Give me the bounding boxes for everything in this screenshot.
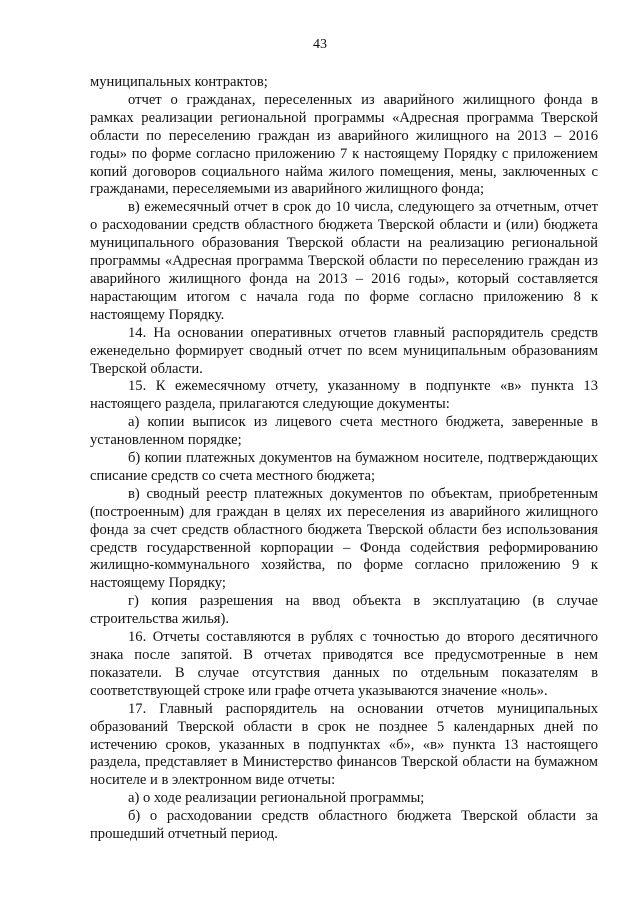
paragraph: г) копия разрешения на ввод объекта в эксплуатацию (в случае строительства жилья).: [90, 593, 598, 628]
paragraph: в) ежемесячный отчет в срок до 10 числа, следующего за отчетным, отчет о расходовании средств областного бюджета Тверской области и (или) бюджета муниципального образования Тверской области на реализацию региональной программы «Адресная программа Тверской области по переселению граждан из аварийного жилищного фонда на 2013 – 2016 годы», который составляется нарастающим итогом с начала года по форме согласно приложению 8 к настоящему Порядку.: [90, 199, 598, 323]
document-body: [90, 74, 598, 844]
paragraph: 17. Главный распорядитель на основании отчетов муниципальных образований Тверской области в срок не позднее 5 календарных дней по истечению сроков, указанных в подпунктах «б», «в» пункта 13 настоящего раздела, представляет в Министерство финансов Тверской области на бумажном носителе и в электронном виде отчеты:: [90, 700, 598, 789]
paragraph: 14. На основании оперативных отчетов главный распорядитель средств еженедельно формирует сводный отчет по всем муниципальным образованиям Тверской области.: [90, 324, 598, 377]
paragraph: б) о расходовании средств областного бюджета Тверской области за прошедший отчетный период.: [90, 808, 598, 843]
paragraph: в) сводный реестр платежных документов по объектам, приобретенным (построенным) для граждан в целях их переселения из аварийного жилищного фонда за счет средств областного бюджета Тверской области без использования средств государственной корпорации – Фонда содействия реформированию жилищно-коммунального хозяйства, по форме согласно приложению 9 к настоящему Порядку;: [90, 485, 598, 592]
paragraph: 15. К ежемесячному отчету, указанному в подпункте «в» пункта 13 настоящего раздела, прилагаются следующие документы:: [90, 378, 598, 413]
paragraph: б) копии платежных документов на бумажном носителе, подтверждающих списание средств со счета местного бюджета;: [90, 450, 598, 484]
paragraph: муниципальных контрактов;: [90, 74, 268, 90]
page-number: 43: [313, 37, 327, 52]
paragraph: 16. Отчеты составляются в рублях с точностью до второго десятичного знака после запятой. В отчетах приводятся все предусмотренные в нем показатели. В случае отсутствия данных по отдельным показателям в соответствующей строке или графе отчета указываются значение «ноль».: [90, 629, 598, 699]
paragraph: отчет о гражданах, переселенных из аварийного жилищного фонда в рамках реализации региональной программы «Адресная программа Тверской области по переселению граждан из аварийного жилищного на 2013 – 2016 годы» по форме согласно приложению 7 к настоящему Порядку с приложением копий договоров социального найма жилого помещения, мены, заключенных с гражданами, переселяемыми из аварийного жилищного фонда;: [90, 91, 598, 198]
paragraph: а) о ходе реализации региональной программы;: [128, 790, 425, 807]
paragraph: а) копии выписок из лицевого счета местного бюджета, заверенные в установленном порядке;: [90, 414, 598, 449]
